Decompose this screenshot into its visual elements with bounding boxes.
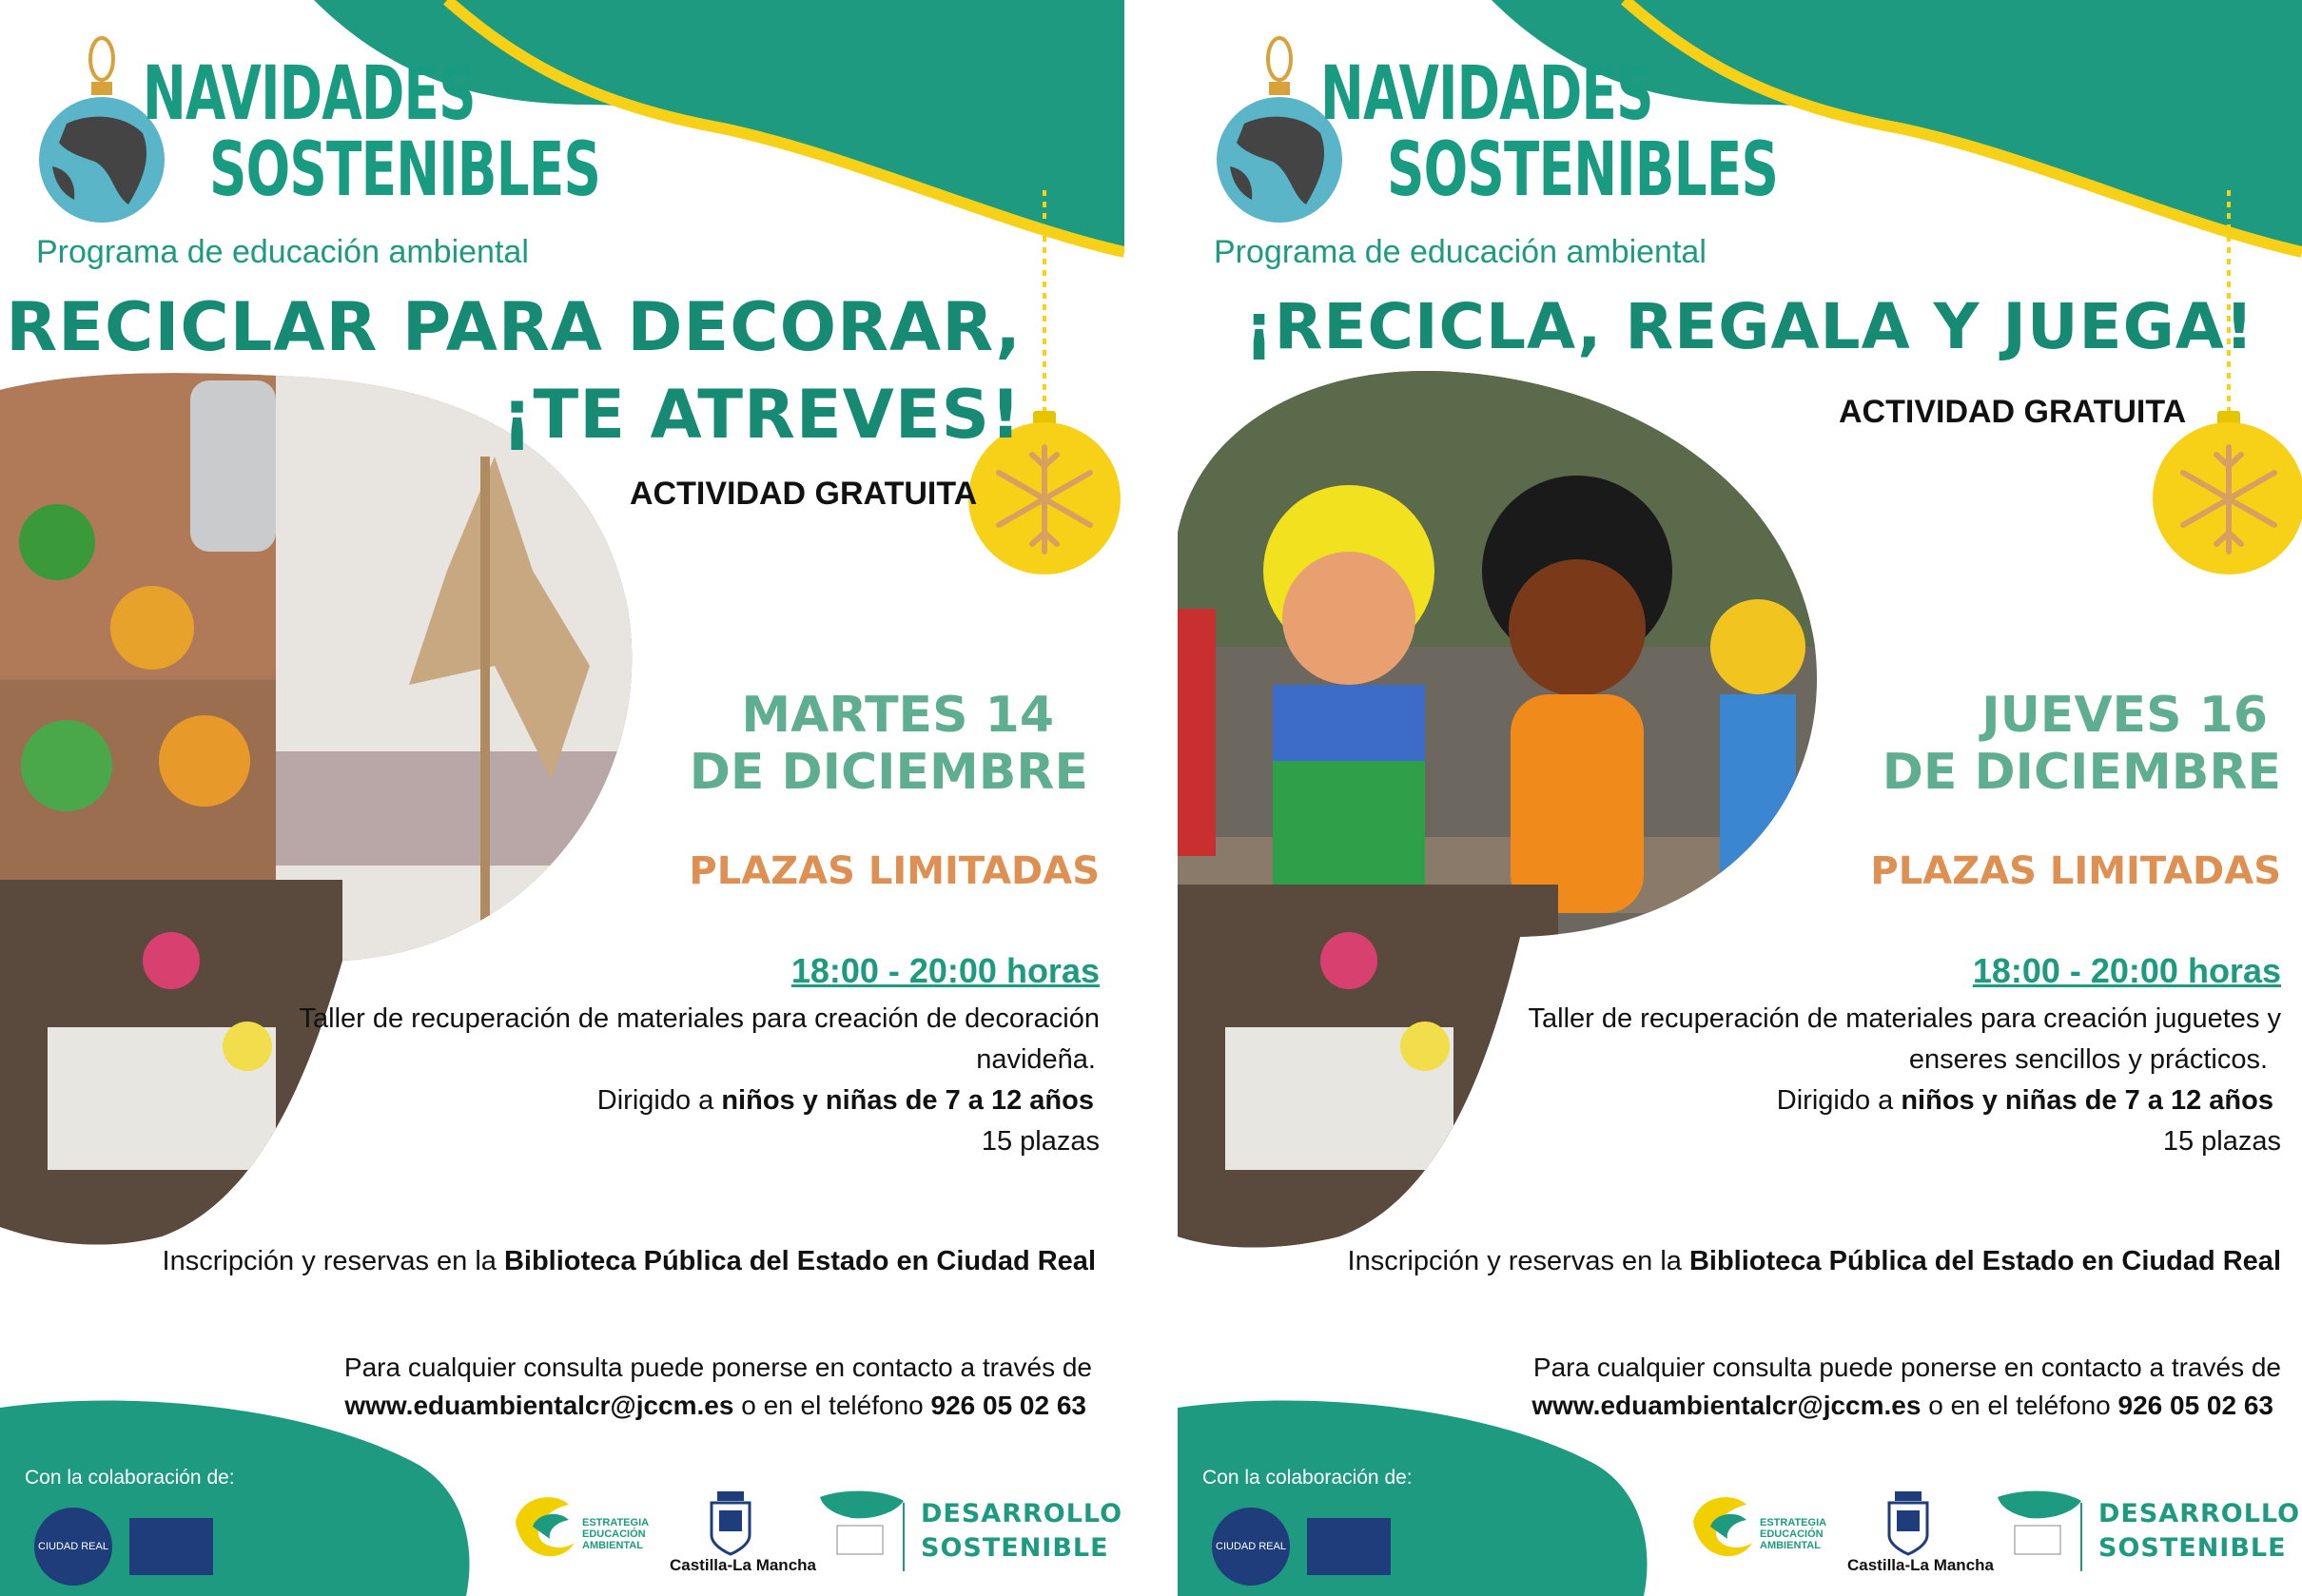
hours-label: 18:00 - 20:00 horas — [790, 951, 1100, 990]
inscription-prefix: Inscripción y reservas en la — [1347, 1246, 1689, 1276]
headline-line1: RECICLAR PARA DECORAR, — [6, 288, 1022, 366]
headline-line1: ¡RECICLA, REGALA Y JUEGA! — [1244, 290, 2254, 363]
event-date — [1883, 687, 2281, 801]
desc-line2: enseres sencillos y prácticos. — [1908, 1044, 2268, 1075]
contact-middle: o en el teléfono — [1921, 1391, 2118, 1420]
workshop-description — [300, 999, 1100, 1162]
program-subtitle: Programa de educación ambiental — [1214, 234, 1707, 270]
castilla-la-mancha-logo-text: Castilla-La Mancha — [1847, 1556, 1994, 1574]
castilla-la-mancha-logo-text: Castilla-La Mancha — [670, 1556, 816, 1574]
contact-text — [1531, 1349, 2281, 1425]
contact-line1: Para cualquier consulta puede ponerse en contacto a través de — [343, 1353, 1092, 1382]
ciudad-real-logo: CIUDAD REAL — [1212, 1508, 1290, 1586]
date-line1: JUEVES 16 — [1981, 687, 2268, 744]
logo-line2: SOSTENIBLES — [209, 127, 601, 213]
contact-line2 — [1531, 1387, 2273, 1425]
ds-line1: DESARROLLO — [921, 1499, 1123, 1528]
red-bibliotecas-logo — [129, 1518, 213, 1575]
target-prefix: Dirigido a — [1776, 1085, 1902, 1116]
ds-line2: SOSTENIBLE — [2098, 1533, 2287, 1563]
date-line1: MARTES 14 — [741, 687, 1054, 744]
inscription-library: Biblioteca Pública del Estado en Ciudad Real — [1688, 1246, 2281, 1276]
eea-logo-icon — [1693, 1497, 1752, 1556]
collaboration-label: Con la colaboración de: — [25, 1467, 235, 1489]
inscription-prefix: Inscripción y reservas en la — [162, 1246, 504, 1276]
date-line2: DE DICIEMBRE — [1882, 744, 2281, 801]
target-bold: niños y niñas de 7 a 12 años — [1901, 1085, 2273, 1116]
contact-line1: Para cualquier consulta puede ponerse en contacto a través de — [1532, 1353, 2281, 1382]
date-line2: DE DICIEMBRE — [689, 744, 1088, 801]
contact-line2 — [344, 1387, 1086, 1425]
contact-phone[interactable]: 926 05 02 63 — [2117, 1391, 2273, 1420]
event-date — [690, 687, 1088, 801]
inscription-text — [1348, 1246, 2281, 1277]
castilla-la-mancha-shield-icon — [1889, 1491, 1927, 1554]
target-prefix: Dirigido a — [596, 1085, 722, 1116]
ds-line1: DESARROLLO — [2098, 1499, 2301, 1528]
red-bibliotecas-logo — [1307, 1518, 1391, 1575]
desc-target — [1529, 1080, 2274, 1121]
contact-email[interactable]: www.eduambientalcr@jccm.es — [1531, 1391, 1922, 1420]
headline — [6, 283, 1022, 458]
logo-line1: NAVIDADES — [143, 51, 476, 137]
castilla-la-mancha-shield-icon — [712, 1491, 750, 1554]
inscription-text — [163, 1246, 1096, 1277]
free-activity-label: ACTIVIDAD GRATUITA — [1839, 394, 2187, 430]
headline — [1245, 283, 2254, 371]
program-subtitle: Programa de educación ambiental — [36, 234, 529, 270]
contact-email[interactable]: www.eduambientalcr@jccm.es — [344, 1391, 734, 1420]
headline-line2: ¡TE ATREVES! — [501, 376, 1022, 454]
workshop-description — [1529, 999, 2282, 1162]
ornament-icon — [2153, 411, 2302, 574]
hours-label: 18:00 - 20:00 horas — [1972, 951, 2281, 990]
navidades-sostenibles-logo — [1320, 51, 1888, 213]
ds-line2: SOSTENIBLE — [921, 1533, 1109, 1563]
limited-places-label: PLAZAS LIMITADAS — [1870, 849, 2281, 893]
desarrollo-sostenible-map-icon — [1998, 1491, 2081, 1571]
eea-logo-text: ESTRATEGIA EDUCACIÓN AMBIENTAL — [582, 1517, 649, 1551]
ciudad-real-logo: CIUDAD REAL — [34, 1508, 112, 1586]
limited-places-label: PLAZAS LIMITADAS — [689, 849, 1100, 893]
free-activity-label: ACTIVIDAD GRATUITA — [630, 476, 978, 512]
collaboration-label: Con la colaboración de: — [1202, 1467, 1413, 1489]
eea-logo-icon — [516, 1497, 575, 1556]
navidades-sostenibles-logo — [143, 51, 711, 213]
poster-gap — [1124, 0, 1178, 1596]
desarrollo-sostenible-logo-text — [921, 1497, 1122, 1566]
desc-target — [300, 1080, 1094, 1121]
desc-places: 15 plazas — [981, 1126, 1100, 1157]
desc-line1: Taller de recuperación de materiales para creación juguetes y — [1528, 1003, 2281, 1034]
inscription-library: Biblioteca Pública del Estado en Ciudad Real — [503, 1246, 1096, 1276]
desarrollo-sostenible-map-icon — [820, 1491, 904, 1571]
poster-left — [0, 0, 1124, 1596]
desarrollo-sostenible-logo-text — [2098, 1497, 2300, 1566]
logo-line2: SOSTENIBLES — [1387, 127, 1779, 213]
contact-middle: o en el teléfono — [733, 1391, 931, 1420]
desc-places: 15 plazas — [2162, 1126, 2281, 1157]
contact-phone[interactable]: 926 05 02 63 — [930, 1391, 1086, 1420]
logo-line1: NAVIDADES — [1320, 51, 1653, 137]
desc-line1: Taller de recuperación de materiales para creación de decoración — [299, 1003, 1100, 1034]
eea-logo-text: ESTRATEGIA EDUCACIÓN AMBIENTAL — [1760, 1517, 1826, 1551]
poster-right — [1178, 0, 2302, 1596]
desc-line2: navideña. — [976, 1044, 1096, 1075]
target-bold: niños y niñas de 7 a 12 años — [721, 1085, 1094, 1116]
contact-text — [344, 1349, 1092, 1425]
